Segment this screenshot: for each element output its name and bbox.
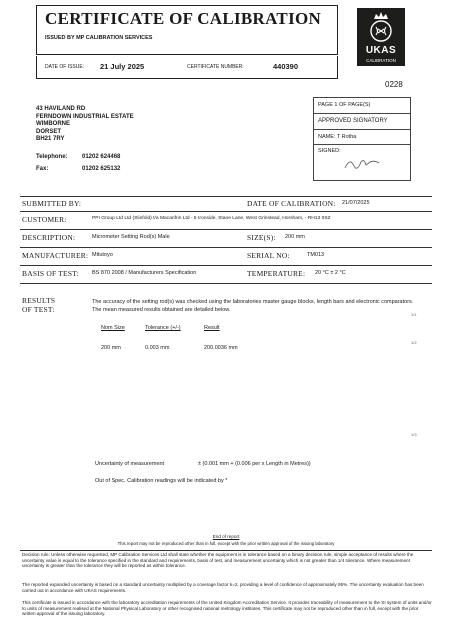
address-line: FERNDOWN INDUSTRIAL ESTATE [36, 113, 134, 120]
customer-label: CUSTOMER: [22, 215, 67, 224]
telephone-value: 01202 624468 [82, 154, 121, 160]
certificate-number-label: CERTIFICATE NUMBER: [187, 64, 244, 70]
table-cell: 0.003 mm [145, 345, 170, 351]
manufacturer-value: Mitutoyo [92, 252, 113, 258]
traceability-statement: This certificate is issued in accordance with the laboratory accreditation requirements of the United Kingdom Accreditation Service. It provides traceability of measurement to the SI system of units and/or to units of measurement realised at the National Physical Laboratory or other recognised national metrology institutes. This certificate may not be reproduced other than in full, except with the prior written approval of the issuing laboratory. [22, 600, 432, 617]
serial-label: SERIAL NO: [247, 251, 290, 260]
certificate-number-value: 440390 [273, 62, 299, 71]
description-value: Micrometer Setting Rod(s) Male [92, 234, 170, 240]
ukas-sub: CALIBRATION [366, 58, 396, 63]
date-of-calibration-value: 21/07/2025 [342, 200, 370, 206]
divider [314, 129, 410, 130]
out-of-spec-note: Out of Spec. Calibration readings will be indicated by * [95, 478, 228, 484]
decision-rule-text: Decision rule: Unless otherwise requested, MP Calibration Services Ltd shall state whether the equipment is in tolerance based on a binary decision rule, simple acceptance of results where the uncertainty value is equal to the tolerance specified in the standard and requirements, basis of test, and measurement uncertainty which is not greater than 1/4 tolerance. Where measurement uncertainty is greater than the tolerance they will be reported as within tolerance. [22, 552, 414, 569]
crown-icon [357, 8, 405, 46]
address-line: DORSET [36, 128, 62, 135]
certificate-title: CERTIFICATE OF CALIBRATION [45, 9, 322, 28]
sizes-label: SIZE(S): [247, 233, 276, 242]
ukas-logo [357, 8, 405, 66]
basis-of-test-value: BS 870 2008 / Manufacturers Specification [92, 270, 197, 276]
serial-value: TM013 [307, 252, 325, 258]
date-of-issue-value: 21 July 2025 [100, 62, 145, 71]
approved-signatory: APPROVED SIGNATORY [318, 118, 388, 124]
address-line: 43 HAVILAND RD [36, 106, 86, 112]
margin-mark: 1/3 [411, 432, 417, 437]
date-of-issue-label: DATE OF ISSUE: [45, 64, 85, 70]
divider [20, 211, 432, 212]
uncertainty-value: ± (0.001 mm + (0.006 per x Length in Metres)) [198, 461, 311, 467]
results-label: RESULTS [22, 296, 56, 305]
address-line: WIMBORNE [36, 121, 70, 127]
lab-address [36, 106, 134, 144]
issued-by: ISSUED BY MP CALIBRATION SERVICES [45, 35, 153, 41]
results-label-2: OF TEST: [22, 305, 55, 314]
description-label: DESCRIPTION: [22, 233, 76, 242]
fax-label: Fax: [36, 166, 49, 172]
column-header: Nom Size [101, 325, 125, 331]
basis-of-test-label: BASIS OF TEST: [22, 269, 79, 278]
issue-row [36, 56, 338, 79]
page-count: PAGE 1 OF PAGE(S) [318, 102, 371, 108]
reproduction-notice: This report may not be reproduced other than in full, except with the prior written approval of the issuing laboratory [117, 541, 335, 546]
ukas-word: UKAS [365, 45, 397, 56]
margin-mark: 1/1 [411, 312, 417, 317]
end-of-report: End of report [212, 534, 240, 539]
table-cell: 200.0036 mm [204, 345, 238, 351]
manufacturer-label: MANUFACTURER: [22, 251, 89, 260]
telephone-label: Telephone: [36, 154, 68, 160]
sizes-value: 200 mm [285, 234, 305, 240]
column-header: Result [204, 325, 220, 331]
submitted-by-label: SUBMITTED BY: [22, 199, 82, 208]
uncertainty-label: Uncertainty of measurement [95, 461, 165, 467]
divider [20, 229, 432, 230]
results-intro: The accuracy of the setting rod(s) was checked using the laboratories master gauge blocks, length bars and electronic comparators. The mean measured results obtained are detailed below. [92, 299, 414, 313]
ukas-number: 0228 [385, 80, 403, 89]
signatory-name: NAME: T Rotha [318, 134, 357, 140]
divider [314, 113, 410, 114]
divider [20, 550, 432, 551]
divider [20, 283, 432, 284]
divider [20, 247, 432, 248]
signatory-box [313, 97, 411, 181]
title-box [36, 5, 338, 55]
signed-label: SIGNED: [318, 148, 341, 154]
temperature-label: TEMPERATURE: [247, 269, 306, 278]
address-line: BH21 7RY [36, 136, 65, 142]
divider [20, 265, 432, 266]
column-header: Tolerance (+/-) [145, 325, 181, 331]
signature-graphic [342, 154, 382, 174]
margin-mark: 1/2 [411, 340, 417, 345]
customer-value: PPI Group Ltd Ltd (Slinfold) t/a Macanfrin Ltd - 5 Ironside, Stane Lane, West Grinstead, Horsham, - RH13 0SZ [92, 216, 331, 221]
uncertainty-statement: The reported expanded uncertainty is based on a standard uncertainty multiplied by a coverage factor k=2, providing a level of confidence of approximately 95%. The uncertainty evaluation has been carried out in accordance with UKAS requirements. [22, 582, 424, 593]
table-cell: 200 mm [101, 345, 121, 351]
divider [20, 196, 432, 197]
divider [314, 144, 410, 145]
date-of-calibration-label: DATE OF CALIBRATION: [247, 199, 336, 208]
fax-value: 01202 625132 [82, 166, 121, 172]
temperature-value: 20 °C ± 2 °C [315, 270, 346, 276]
